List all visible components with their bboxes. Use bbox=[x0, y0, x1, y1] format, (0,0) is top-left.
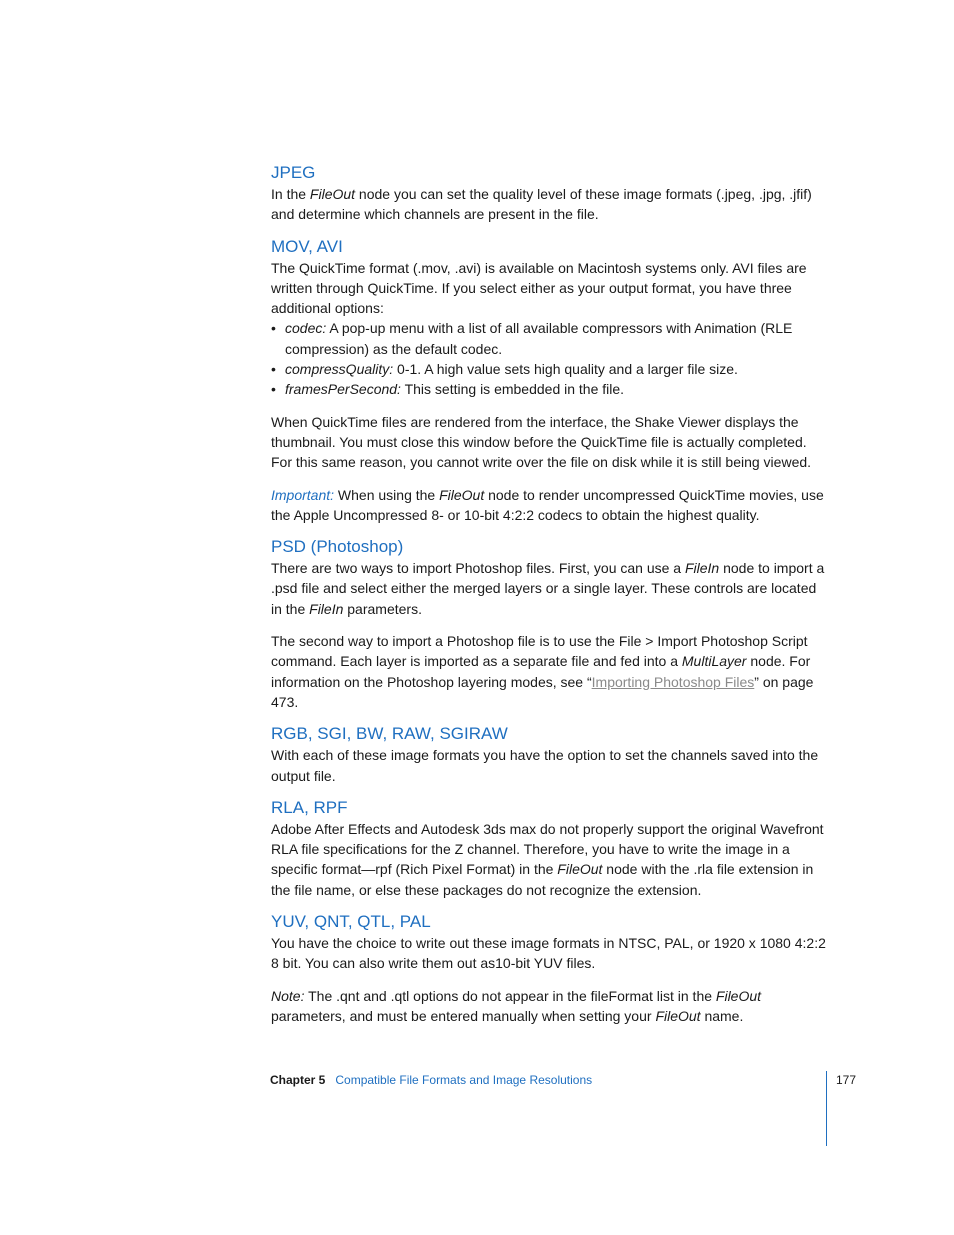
page-content bbox=[271, 162, 831, 1026]
psd-paragraph-2 bbox=[271, 631, 831, 712]
section-mov-avi bbox=[271, 236, 831, 526]
text: name. bbox=[700, 1007, 744, 1024]
text: ” on page 473. bbox=[271, 673, 814, 710]
chapter-title: Compatible File Formats and Image Resolutions bbox=[335, 1073, 593, 1087]
node-name: FileIn bbox=[309, 600, 344, 617]
page-footer bbox=[270, 1072, 592, 1088]
heading-jpeg: JPEG bbox=[271, 163, 316, 182]
text: When using the bbox=[334, 486, 440, 503]
text: node you can set the quality level of these image formats (.jpeg, .jpg, .jfif) and determine which channels are present in the file. bbox=[271, 186, 812, 223]
node-name: FileOut bbox=[557, 861, 603, 878]
section-rla bbox=[271, 797, 831, 900]
psd-paragraph-1 bbox=[271, 558, 831, 619]
text: parameters. bbox=[343, 600, 422, 617]
chapter-label: Chapter 5 bbox=[270, 1073, 326, 1087]
text: parameters, and must be entered manually when setting your bbox=[271, 1007, 656, 1024]
node-name: MultiLayer bbox=[681, 653, 747, 670]
text: This setting is embedded in the file. bbox=[400, 381, 625, 398]
text: 0-1. A high value sets high quality and a larger file size. bbox=[393, 361, 738, 378]
text: A pop-up menu with a list of all available compressors with Animation (RLE compression) as the default codec. bbox=[285, 320, 793, 357]
rgb-paragraph: With each of these image formats you have the option to set the channels saved into the output file. bbox=[271, 747, 819, 784]
footer-rule bbox=[826, 1071, 827, 1146]
node-name: FileOut bbox=[715, 987, 762, 1004]
text: In the bbox=[271, 186, 310, 202]
bullet-icon: • bbox=[271, 320, 276, 337]
list-item bbox=[271, 359, 831, 379]
term: framesPerSecond: bbox=[285, 381, 401, 398]
section-psd bbox=[271, 536, 831, 712]
list-item bbox=[271, 379, 831, 399]
jpeg-paragraph bbox=[271, 184, 831, 225]
node-name: FileOut bbox=[309, 186, 356, 202]
note bbox=[271, 986, 831, 1027]
text: There are two ways to import Photoshop files. First, you can use a bbox=[271, 560, 685, 577]
bullet-icon: • bbox=[271, 381, 276, 398]
page-number: 177 bbox=[836, 1073, 857, 1087]
section-jpeg bbox=[271, 162, 831, 225]
mov-paragraph-1: The QuickTime format (.mov, .avi) is available on Macintosh systems only. AVI files are written through QuickTime. If you select either as your output format, you have three additional options: bbox=[271, 259, 807, 317]
rla-paragraph bbox=[271, 819, 831, 900]
text: node. For information on the Photoshop layering modes, see “ bbox=[271, 653, 811, 690]
heading-rla: RLA, RPF bbox=[271, 797, 348, 817]
node-name: FileOut bbox=[439, 486, 485, 503]
text: The .qnt and .qtl options do not appear in the fileFormat list in the bbox=[304, 987, 716, 1004]
node-name: FileOut bbox=[655, 1007, 701, 1024]
section-rgb bbox=[271, 723, 831, 786]
text: node to import a .psd file and select either the merged layers or a single layer. These controls are located in the bbox=[271, 560, 825, 617]
mov-options-list bbox=[271, 318, 831, 399]
bullet-icon: • bbox=[271, 361, 276, 378]
mov-paragraph-2: When QuickTime files are rendered from the interface, the Shake Viewer displays the thumbnail. You must close this window before the QuickTime file is actually completed. For this same reason, you cannot write over the file on disk while it is still being viewed. bbox=[271, 413, 812, 471]
heading-psd: PSD (Photoshop) bbox=[271, 537, 404, 557]
term: codec: bbox=[285, 320, 327, 337]
important-label: Important: bbox=[271, 486, 335, 503]
text: node with the .rla file extension in the file name, or else these packages do not recognize the extension. bbox=[271, 861, 814, 898]
text: The second way to import a Photoshop file is to use the File > Import Photoshop Script command. Each layer is imported as a separate file and fed into a bbox=[271, 633, 808, 670]
node-name: FileIn bbox=[684, 560, 720, 577]
heading-mov-avi: MOV, AVI bbox=[271, 236, 343, 256]
term: compressQuality: bbox=[285, 361, 394, 378]
yuv-paragraph: You have the choice to write out these image formats in NTSC, PAL, or 1920 x 1080 4:2:2 8 bit. You can also write them out as10-bit YUV files. bbox=[271, 935, 826, 972]
importing-photoshop-files-link[interactable]: Importing Photoshop Files bbox=[591, 673, 755, 690]
section-yuv bbox=[271, 911, 831, 1026]
heading-yuv: YUV, QNT, QTL, PAL bbox=[271, 912, 431, 932]
important-note bbox=[271, 485, 831, 526]
text: Adobe After Effects and Autodesk 3ds max do not properly support the original Wavefront RLA file specifications for the Z channel. Therefore, you have to write the image in a specific format—rpf (Rich Pixel Format) in the bbox=[271, 820, 824, 878]
list-item bbox=[271, 318, 831, 359]
heading-rgb: RGB, SGI, BW, RAW, SGIRAW bbox=[271, 724, 508, 744]
text: node to render uncompressed QuickTime movies, use the Apple Uncompressed 8- or 10-bit 4:2:2 codecs to obtain the highest quality. bbox=[271, 486, 824, 523]
note-label: Note: bbox=[271, 987, 305, 1004]
